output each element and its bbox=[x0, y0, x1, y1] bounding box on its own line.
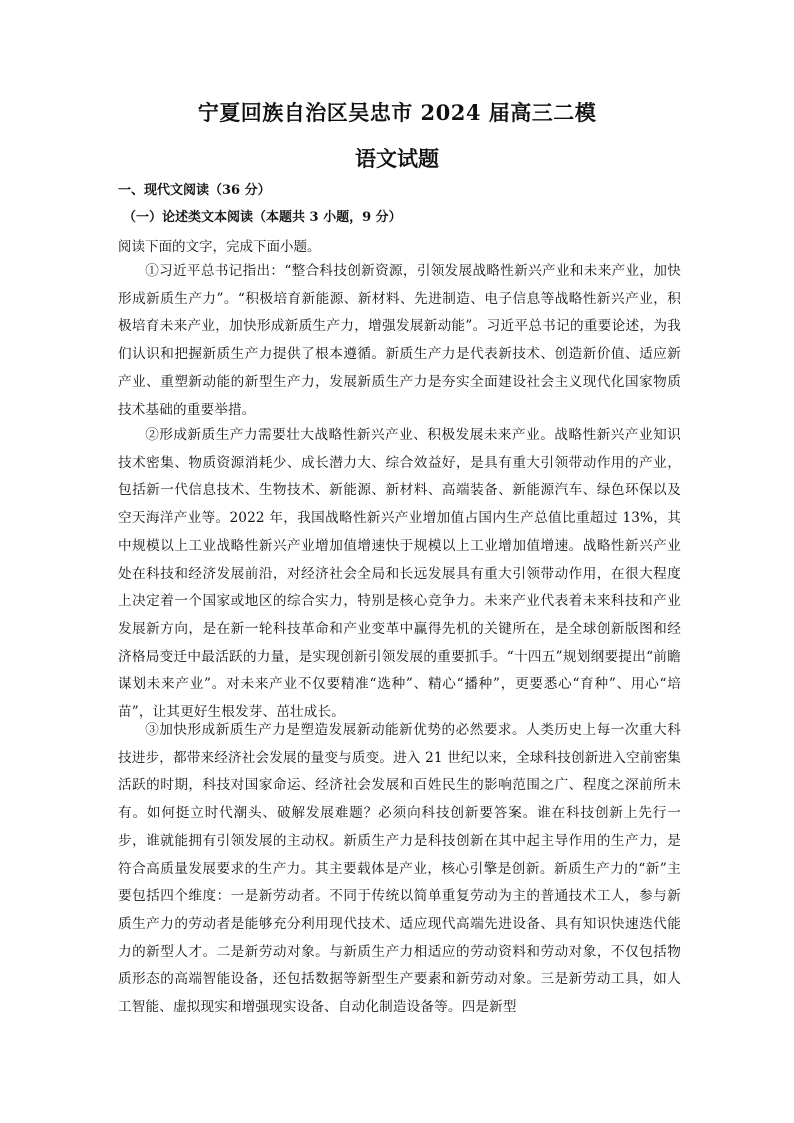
reading-instruction: 阅读下面的文字，完成下面小题。 bbox=[118, 239, 321, 255]
exam-subtitle: 语文试题 bbox=[355, 146, 439, 171]
paragraph-3 bbox=[118, 717, 681, 1022]
exam-title: 宁夏回族自治区吴忠市 2024 届高三二模 bbox=[197, 100, 597, 125]
paragraph-text: ①习近平总书记指出：“整合科技创新资源，引领发展战略性新兴产业和未来产业，加快形成新质生产力”。“积极培育新能源、新材料、先进制造、电子信息等战略性新兴产业，积极培育未来产业，加快形成新质生产力，增强发展新动能”。习近平总书记的重要论述，为我们认识和把握新质生产力提供了根本遵循。新质生产力是代表新技术、创造新价值、适应新产业、重塑新动能的新型生产力，发展新质生产力是夯实全面建设社会主义现代化国家物质技术基础的重要举措。 bbox=[118, 263, 681, 418]
paragraph-2 bbox=[118, 422, 681, 727]
section-heading: 一、现代文阅读（36 分） bbox=[118, 183, 271, 198]
paragraph-text: ③加快形成新质生产力是塑造发展新动能新优势的必然要求。人类历史上每一次重大科技进步，都带来经济社会发展的量变与质变。进入 21 世纪以来，全球科技创新进入空前密集活跃的时期，科技对国家命运、经济社会发展和百姓民生的影响范围之广、程度之深前所未有。如何挺立时代潮头、破解发展难题？必须向科技创新要答案。谁在科技创新上先行一步，谁就能拥有引领发展的主动权。新质生产力是科技创新在其中起主导作用的生产力，是符合高质量发展要求的生产力。其主要载体是产业，核心引擎是创新。新质生产力的“新”主要包括四个维度：一是新劳动者。不同于传统以简单重复劳动为主的普通技术工人，参与新质生产力的劳动者是能够充分利用现代技术、适应现代高端先进设备、具有知识快速迭代能力的新型人才。二是新劳动对象。与新质生产力相适应的劳动资料和劳动对象，不仅包括物质形态的高端智能设备，还包括数据等新型生产要素和新劳动对象。三是新劳动工具，如人工智能、虚拟现实和增强现实设备、自动化制造设备等。四是新型 bbox=[118, 722, 681, 1016]
paragraph-text: ②形成新质生产力需要壮大战略性新兴产业、积极发展未来产业。战略性新兴产业知识技术密集、物质资源消耗少、成长潜力大、综合效益好，是具有重大引领带动作用的产业，包括新一代信息技术、生物技术、新能源、新材料、高端装备、新能源汽车、绿色环保以及空天海洋产业等。2022 年，我国战略性新兴产业增加值占国内生产总值比重超过 13%，其中规模以上工业战略性新兴产业增加值增速快于规模以上工业增加值增速。战略性新兴产业处在科技和经济发展前沿，对经济社会全局和长远发展具有重大引领带动作用，在很大程度上决定着一个国家或地区的综合实力，特别是核心竞争力。未来产业代表着未来科技和产业发展新方向，是在新一轮科技革命和产业变革中赢得先机的关键所在，是全球创新版图和经济格局变迁中最活跃的力量，是实现创新引领发展的重要抓手。“十四五”规划纲要提出“前瞻谋划未来产业”。对未来产业不仅要精准“选种”、精心“播种”，更要悉心“育种”、用心“培苗”，让其更好生根发芽、茁壮成长。 bbox=[118, 427, 681, 721]
paragraph-1 bbox=[118, 258, 681, 424]
subsection-heading: （一）论述类文本阅读（本题共 3 小题，9 分） bbox=[123, 210, 402, 225]
